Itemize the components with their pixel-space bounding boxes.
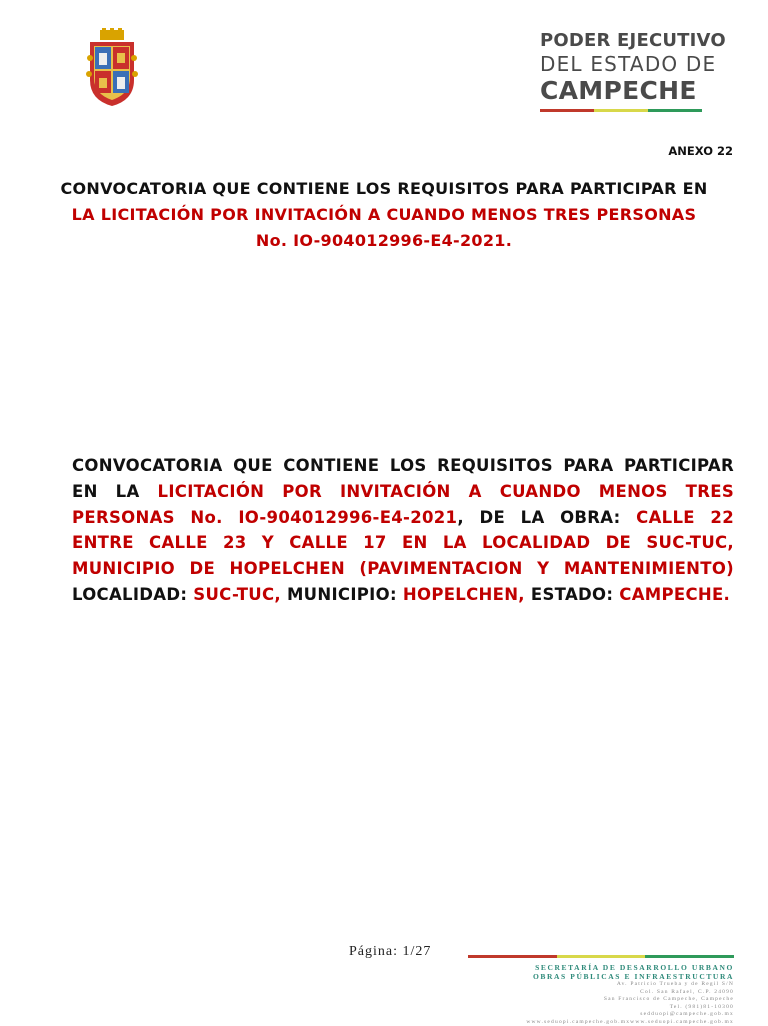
brand-color-bar xyxy=(540,109,702,112)
body-text-3: LOCALIDAD: xyxy=(72,585,193,604)
campeche-coat-of-arms-logo xyxy=(86,28,138,108)
convocation-paragraph xyxy=(72,453,734,608)
email-line: sedduopi@campeche.gob.mx xyxy=(440,1011,734,1019)
brand-line-1: PODER EJECUTIVO xyxy=(540,30,730,52)
secretaria-name-line-2: OBRAS PÚBLICAS E INFRAESTRUCTURA xyxy=(440,972,734,981)
government-brand xyxy=(540,30,730,112)
brand-line-2: DEL ESTADO DE xyxy=(540,52,730,76)
footer-contact-block xyxy=(440,963,734,1026)
brand-bar-red xyxy=(540,109,594,112)
secretaria-name-line-1: SECRETARÍA DE DESARROLLO URBANO xyxy=(440,963,734,972)
website-line: www.seduopi.campeche.gob.mxwww.seduopi.campeche.gob.mx xyxy=(440,1019,734,1026)
annex-label: ANEXO 22 xyxy=(668,144,733,158)
page-number: Página: 1/27 xyxy=(349,944,431,960)
body-red-5: CAMPECHE. xyxy=(619,585,730,604)
body-text-5: ESTADO: xyxy=(525,585,619,604)
document-title xyxy=(60,176,708,254)
brand-bar-green xyxy=(648,109,702,112)
body-text-1: CONVOCATORIA QUE CONTIENE LOS REQUISITOS PARA PARTICIPAR EN LA xyxy=(72,456,734,501)
phone-line: Tel. (981)81-10300 xyxy=(440,1004,734,1012)
body-red-3: SUC-TUC, xyxy=(193,585,281,604)
footer-bar-yellow xyxy=(557,955,646,958)
tender-number: No. IO-904012996-E4-2021. xyxy=(256,231,512,250)
brand-line-3: CAMPECHE xyxy=(540,76,730,106)
body-text-2: , DE LA OBRA: xyxy=(457,508,636,527)
body-text-4: MUNICIPIO: xyxy=(281,585,403,604)
title-part-2: LA LICITACIÓN POR INVITACIÓN A CUANDO MENOS TRES PERSONAS xyxy=(72,205,697,224)
address-line: San Francisco de Campeche, Campeche xyxy=(440,996,734,1004)
brand-bar-yellow xyxy=(594,109,648,112)
body-red-4: HOPELCHEN, xyxy=(403,585,525,604)
footer-bar-green xyxy=(645,955,734,958)
body-red-2: CALLE 22 ENTRE CALLE 23 Y CALLE 17 EN LA LOCALIDAD DE SUC-TUC, MUNICIPIO DE HOPELCHEN (PAVIMENTACION Y MANTENIMIENTO) xyxy=(72,508,734,579)
footer-color-bar xyxy=(468,955,734,958)
title-part-1: CONVOCATORIA QUE CONTIENE LOS REQUISITOS PARA PARTICIPAR EN xyxy=(60,179,707,198)
footer-bar-red xyxy=(468,955,557,958)
body-red-1: LICITACIÓN POR INVITACIÓN A CUANDO MENOS TRES PERSONAS No. IO-904012996-E4-2021 xyxy=(72,482,734,527)
address-line: Col. San Rafael, C.P. 24090 xyxy=(440,989,734,997)
address-line: Av. Patricio Trueba y de Regil S/N xyxy=(440,981,734,989)
